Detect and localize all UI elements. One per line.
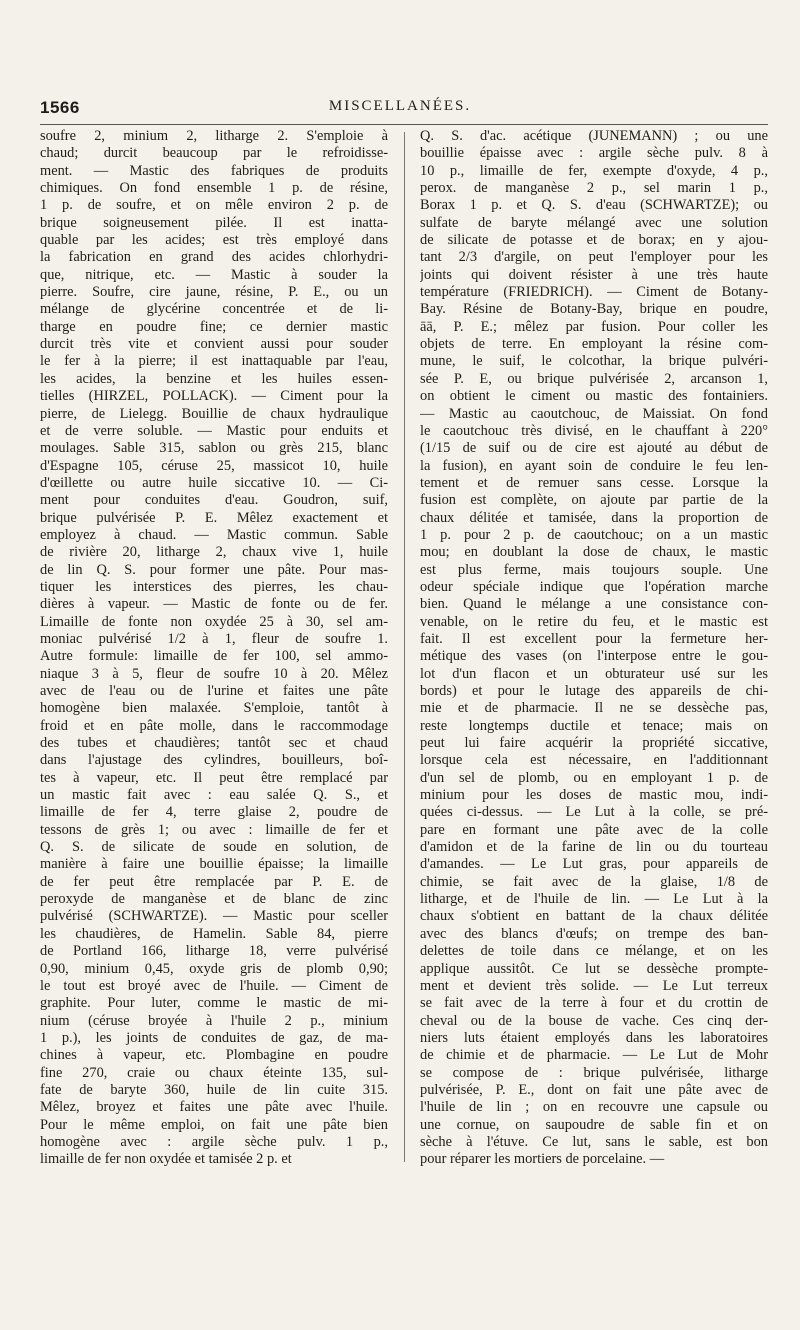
text-line: mélange de glycérine concentrée et de li- [40,301,388,318]
text-line: que, nitrique, etc. — Mastic à souder la [40,266,388,283]
text-line: avec de l'eau ou de l'urine et faites une pâte [40,683,388,699]
text-line: tement et de remuer sans cesse. Lorsque la [420,474,768,491]
text-line: āā, P. E.; mêlez par fusion. Pour coller les [420,318,768,335]
text-line: de lin Q. S. pour former une pâte. Pour mas- [40,561,388,578]
text-line: peroxyde de manganèse et de blanc de zinc [40,891,388,908]
text-line: 1 p. de soufre, et on mêle environ 2 p. de [40,197,388,214]
text-line: tant 2/3 d'argile, on peut l'employer pour les [420,249,768,266]
text-line: Limaille de fonte non oxydée 25 à 30, sel am- [40,613,388,630]
text-line: des tubes et chaudières; tantôt sec et chaud [40,735,388,752]
text-line: bouillie épaisse avec : argile sèche pulv. 8 à [420,145,768,162]
text-line: la fabrication en grand des acides chlorhydri- [40,249,388,266]
text-columns [40,128,768,1318]
text-line: de silicate de potasse et de borax; en y ajou- [420,232,768,249]
text-line: 1 p.), les joints de conduites de gaz, de ma- [40,1029,388,1046]
text-line: litharge, et de l'huile de lin. — Le Lut à la [420,891,768,908]
text-line: une cornue, on saupoudre de sable fin et on [420,1116,768,1133]
text-line: durcit très vite et convient aussi pour souder [40,336,388,353]
text-line: pare en formant une pâte avec de la colle [420,821,768,838]
text-line: limaille de fer non oxydée et tamisée 2 p. et [40,1151,292,1168]
text-line: fusion est complète, on ajoute par partie de la [420,492,768,509]
running-title: MISCELLANÉES. [328,98,472,114]
text-line: métique des vases (on l'interpose entre le gou- [420,648,768,665]
text-line: minium pour les doses de mastic mou, indi- [420,787,768,804]
text-line: lorsque cela est nécessaire, en l'additionnant [420,752,768,769]
text-line: 1 p. pour 2 p. de caoutchouc; on a un mastic [420,526,768,543]
text-line: brique soigneusement pilée. Il est inatta- [40,214,388,231]
text-line: — Mastic au caoutchouc, de Maissiat. On fond [420,405,768,422]
text-line: les chaudières, de Hamelin. Sable 84, pierre [40,925,388,942]
text-line: Autre formule: limaille de fer 100, sel ammo- [40,648,388,665]
text-line: bords) et pour le lutage des appareils de chi- [420,683,768,699]
text-line: chaux délitée et tamisée, dans la proportion de [420,509,768,526]
text-line: Q. S. d'ac. acétique (JUNEMANN) ; ou une [420,128,768,144]
text-line: delettes de toile dans ce mélange, et on les [420,943,768,960]
text-line: pierre. Soufre, cire jaune, résine, P. E., ou un [40,284,388,301]
text-line: chimie, se fait avec de la glaise, 1/8 de [420,873,768,890]
text-line: nium (céruse broyée à l'huile 2 p., minium [40,1012,388,1029]
text-line: moulages. Sable 315, sablon ou grès 215, blanc [40,440,388,457]
text-line: le tout est broyé avec de l'huile. — Ciment de [40,977,388,994]
text-line: Bay. Résine de Botany-Bay, brique en poudre, [420,301,768,318]
text-line: d'œillette ou autre huile siccative 10. — Ci- [40,474,388,491]
page-header [40,98,760,122]
text-line: quées ci-dessus. — Le Lut à la colle, se pré- [420,804,768,821]
text-line: mune, le suif, le colcothar, la brique pulvéri- [420,353,768,370]
text-line: ment et devient très solide. — Le Lut terreux [420,977,768,994]
right-column [420,128,768,1169]
text-line: fate de baryte 360, huile de lin cuite 315. [40,1081,388,1098]
text-line: venable, on le retire du feu, et le mastic est [420,613,768,630]
text-line: tharge en poudre fine; ce dernier mastic [40,318,388,335]
text-line: soufre 2, minium 2, litharge 2. S'emploie à [40,128,388,144]
text-line: graphite. Pour luter, comme le mastic de mi- [40,995,388,1012]
text-line: ment. — Mastic des fabriques de produits [40,162,388,179]
text-line: pulvérisé (SCHWARTZE). — Mastic pour sceller [40,908,388,925]
text-line: mou; en doublant la dose de chaux, le mastic [420,544,768,561]
text-line: le fer à la pierre; il est inattaquable par l'eau, [40,353,388,370]
text-line: de fer peut être remplacée par P. E. de [40,873,388,890]
text-line: pour réparer les mortiers de porcelaine. — [420,1151,665,1168]
text-line: les acides, la benzine et les huiles essen- [40,370,388,387]
text-line: dans l'ajustage des cylindres, bouilleurs, boî- [40,752,388,769]
text-line: fait. Il est excellent pour la fermeture her- [420,630,768,647]
text-line: on obtient le ciment ou mastic des fontainiers. [420,388,768,405]
text-line: de Portland 166, litharge 18, verre pulvérisé [40,943,388,960]
text-line: dières à vapeur. — Mastic de fonte ou de fer. [40,596,388,613]
text-line: reste longtemps ductile et tenace; mais on [420,717,768,734]
text-line: le caoutchouc très divisé, en le chauffant à 220° [420,422,768,439]
text-line: 10 p., limaille de fer, exempte d'oxyde, 4 p., [420,162,768,179]
text-line: joints qui doivent résister à une très haute [420,266,768,283]
text-line: Q. S. de silicate de soude en solution, de [40,839,388,856]
text-line: un mastic fait avec : eau salée Q. S., et [40,787,388,804]
text-line: brique pulvérisée P. E. Mêlez exactement et [40,509,388,526]
text-line: d'amandes. — Le Lut gras, pour appareils de [420,856,768,873]
text-line: pulvérisée, P. E., dont on fait une pâte avec de [420,1081,768,1098]
text-line: niers luts étaient employés dans les laboratoires [420,1029,768,1046]
text-line: applique aussitôt. Ce lut se dessèche prompte- [420,960,768,977]
text-line: chines à vapeur, etc. Plombagine en poudre [40,1047,388,1064]
text-line: se compose de : brique pulvérisée, litharge [420,1064,768,1081]
text-line: tessons de grès 1; ou avec : limaille de fer et [40,821,388,838]
text-line: odeur spéciale indique que l'opération marche [420,578,768,595]
text-line: sèche à l'étuve. Ce lut, sans le sable, est bon [420,1133,768,1150]
text-line: bien. Quand le mélange a une consistance con- [420,596,768,613]
text-line: objets de terre. En employant la résine com- [420,336,768,353]
text-line: (1/15 de suif ou de cire est ajouté au début de [420,440,768,457]
text-line: pierre, de Lielegg. Bouillie de chaux hydraulique [40,405,388,422]
text-line: Mêlez, broyez et faites une pâte avec l'huile. [40,1099,388,1116]
text-line: cheval ou de la bouse de vache. Ces cinq der- [420,1012,768,1029]
text-line: de chimie et de pharmacie. — Le Lut de Mohr [420,1047,768,1064]
text-line: la fusion), en ayant soin de conduire le feu len- [420,457,768,474]
text-line: avec des blancs d'œufs; on trempe des ban- [420,925,768,942]
left-column [40,128,388,1169]
text-line: 0,90, minium 0,45, oxyde gris de plomb 0,90; [40,960,388,977]
text-line: lot d'un flacon et un obturateur usé sur les [420,665,768,682]
text-line: manière à faire une bouillie épaisse; la limaille [40,856,388,873]
text-line: d'un sel de plomb, ou en employant 1 p. de [420,769,768,786]
text-line: tiquer les interstices des pierres, les chau- [40,578,388,595]
text-line: perox. de manganèse 2 p., sel marin 1 p., [420,180,768,197]
text-line: se fait avec de la terre à four et du crottin de [420,995,768,1012]
text-line: est plus ferme, mais toujours souple. Une [420,561,768,578]
text-line: sulfate de baryte mélangé avec une solution [420,214,768,231]
text-line: employez à chaud. — Mastic commun. Sable [40,526,388,543]
text-line: température (FRIEDRICH). — Ciment de Botany- [420,284,768,301]
text-line: peut lui faire acquérir la propriété siccative, [420,735,768,752]
text-line: l'huile de lin ; on en recouvre une capsule ou [420,1099,768,1116]
text-line: tielles (HIRZEL, POLLACK). — Ciment pour la [40,388,388,405]
text-line: de rivière 20, litharge 2, chaux vive 1, huile [40,544,388,561]
text-line: d'Espagne 105, céruse 25, massicot 10, huile [40,457,388,474]
text-line: et de verre soluble. — Mastic pour enduits et [40,422,388,439]
text-line: fine 270, craie ou chaux éteinte 135, sul- [40,1064,388,1081]
text-line: d'amidon et de la farine de lin ou du tourteau [420,839,768,856]
text-line: tes à vapeur, etc. Il peut être remplacé par [40,769,388,786]
text-line: chaux s'obtient en battant de la chaux délitée [420,908,768,925]
column-divider [404,132,405,1162]
text-line: chaud; durcit beaucoup par le refroidisse- [40,145,388,162]
text-line: homogène bien malaxée. S'emploie, tantôt à [40,700,388,717]
text-line: mie et de pharmacie. Il ne se dessèche pas, [420,700,768,717]
page-number: 1566 [40,98,80,117]
header-rule [40,124,768,125]
text-line: sée P. E, ou brique pulvérisée 2, arcanson 1, [420,370,768,387]
text-line: ment pour conduites d'eau. Goudron, suif, [40,492,388,509]
text-line: chimiques. On fond ensemble 1 p. de résine, [40,180,388,197]
text-line: niaque 3 à 5, fleur de soufre 10 à 20. Mêlez [40,665,388,682]
text-line: quable par les acides; est très employé dans [40,232,388,249]
text-line: homogène avec : argile sèche pulv. 1 p., [40,1133,388,1150]
text-line: Pour le même emploi, on fait une pâte bien [40,1116,388,1133]
text-line: froid et en pâte molle, dans le raccommodage [40,717,388,734]
text-line: Borax 1 p. et Q. S. d'eau (SCHWARTZE); ou [420,197,768,214]
text-line: limaille de fer 4, terre glaise 2, poudre de [40,804,388,821]
text-line: moniac pulvérisé 1/2 à 1, fleur de soufre 1. [40,630,388,647]
